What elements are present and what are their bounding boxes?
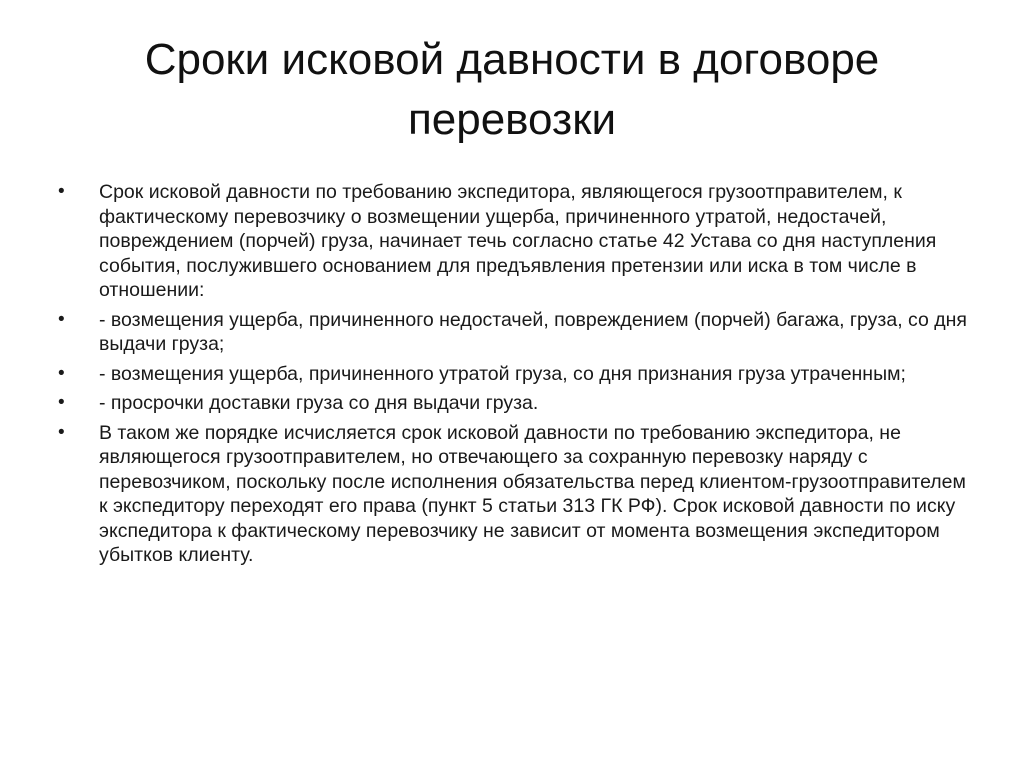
- list-item: [58, 391, 968, 416]
- list-item: [58, 421, 968, 568]
- list-item: [58, 308, 968, 357]
- bullet-icon: •: [58, 362, 65, 384]
- list-item: [58, 362, 968, 387]
- bullet-icon: •: [58, 308, 65, 330]
- list-item: [58, 180, 968, 303]
- list-item-text: Срок исковой давности по требованию экспедитора, являющегося грузоотправителем, к фактическому перевозчику о возмещении ущерба, причиненного утратой, недостачей, повреждением (порчей) груза, начинает течь согласно статье 42 Устава со дня наступления события, послужившего основанием для предъявления претензии или иска в том числе в отношении:: [99, 181, 937, 301]
- slide-title: Сроки исковой давности в договоре перевозки: [144, 35, 880, 144]
- list-item-text: В таком же порядке исчисляется срок исковой давности по требованию экспедитора, не являющегося грузоотправителем, но отвечающего за сохранную перевозку наряду с перевозчиком, поскольку после исполнения обязательства перед клиентом-грузоотправителем к экспедитору переходят его права (пункт 5 статьи 313 ГК РФ). Срок исковой давности по иску экспедитора к фактическому перевозчику не зависит от момента возмещения экспедитором убытков клиенту.: [99, 421, 966, 566]
- bullet-icon: •: [58, 421, 65, 443]
- list-item-text: - просрочки доставки груза со дня выдачи груза.: [99, 392, 539, 414]
- bullet-icon: •: [58, 392, 65, 413]
- bullet-icon: •: [58, 181, 65, 202]
- bullet-list: [58, 180, 968, 573]
- list-item-text: - возмещения ущерба, причиненного утратой груза, со дня признания груза утраченным;: [99, 362, 906, 385]
- list-item-text: - возмещения ущерба, причиненного недостачей, повреждением (порчей) багажа, груза, со дня выдачи груза;: [99, 308, 967, 355]
